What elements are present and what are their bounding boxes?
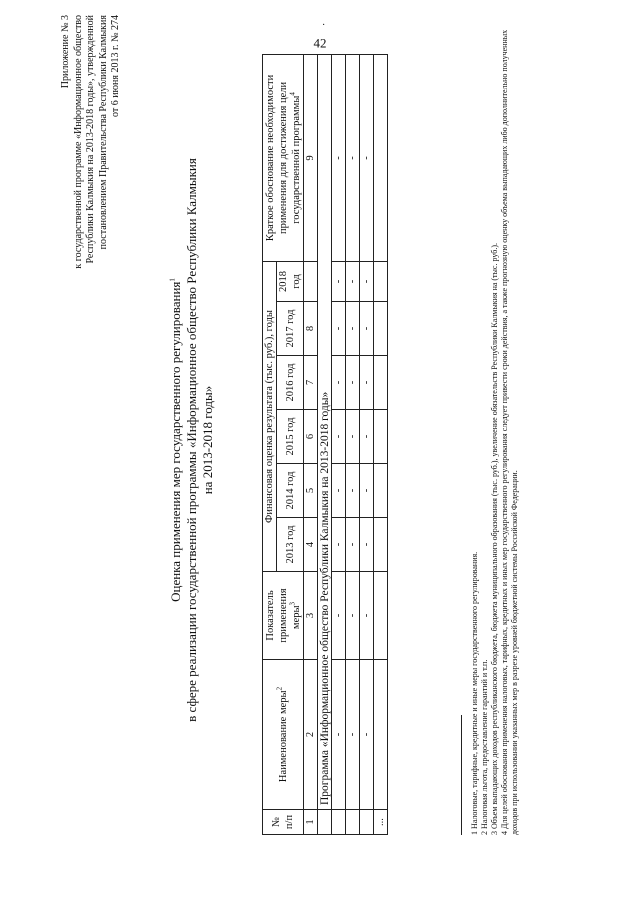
footnote-2: 2 Налоговая льгота, предоставление гарантий и т.п. xyxy=(480,659,489,835)
regulation-table xyxy=(262,54,388,835)
table-cell: - xyxy=(332,261,346,301)
appendix-line: к государственной программе «Информационное общество xyxy=(72,15,84,269)
column-number-row xyxy=(304,54,318,834)
title-line-2: в сфере реализации государственной программы «Информационное общество Республики Калмыкия xyxy=(184,158,199,722)
program-num xyxy=(318,810,332,835)
table-cell: - xyxy=(360,261,374,301)
table-cell xyxy=(374,572,388,660)
col-num: 1 xyxy=(304,810,318,835)
table-cell: - xyxy=(360,464,374,518)
table-cell: - xyxy=(332,572,346,660)
table-row xyxy=(332,54,346,834)
text-fragment: 2 xyxy=(275,686,283,691)
appendix-line: Приложение № 3 xyxy=(60,15,71,89)
table-cell xyxy=(374,518,388,572)
footnotes xyxy=(461,15,520,835)
text-fragment: 3 xyxy=(288,601,296,606)
header-year: 2013 год xyxy=(277,518,304,572)
table-cell xyxy=(374,410,388,464)
table-cell xyxy=(332,810,346,835)
table-cell xyxy=(346,810,360,835)
footnote-divider xyxy=(461,715,462,835)
table-cell: - xyxy=(332,302,346,356)
table-cell: - xyxy=(346,261,360,301)
header-num: № п/п xyxy=(263,810,304,835)
table-cell: - xyxy=(346,660,360,810)
table-cell: - xyxy=(360,302,374,356)
table-cell: - xyxy=(346,410,360,464)
document-title xyxy=(168,125,216,755)
program-row xyxy=(318,54,332,834)
header-year: 2018 год xyxy=(277,261,304,301)
text-fragment: 4 xyxy=(288,92,296,96)
col-num: 8 xyxy=(304,302,318,356)
appendix-line: от 6 июня 2013 г. № 274 xyxy=(110,15,121,118)
table-cell xyxy=(360,810,374,835)
footnote-4: 4 Для целей обоснования применения налоговых, тарифных, кредитных и иных мер государственного регулирования следует привести сроки действия, а также прогнозную оценку объема выпадающих либо дополнительно полученных доходов при использовании указанных мер в разрезе уровней бюджетной системы Российской Федерации. xyxy=(500,29,519,835)
header-financial: Финансовая оценка результата (тыс. руб.), годы xyxy=(263,261,277,571)
text-fragment: Наименование меры xyxy=(277,690,289,783)
table-cell: - xyxy=(360,572,374,660)
table-cell: - xyxy=(346,572,360,660)
table-cell: - xyxy=(332,518,346,572)
title-line-1: Оценка применения мер государственного регулирования xyxy=(168,281,183,602)
table-cell: - xyxy=(360,54,374,261)
table-cell xyxy=(374,302,388,356)
table-cell: - xyxy=(332,660,346,810)
table-row xyxy=(374,54,388,834)
appendix-block xyxy=(60,15,123,315)
header-year: 2015 год xyxy=(277,410,304,464)
footnote-3: 3 Объем выпадающих доходов республиканского бюджета, бюджета муниципального образования (тыс. руб.), увеличение обязательств Республики Калмыкия на (тыс. руб.). xyxy=(490,242,499,835)
table-cell xyxy=(374,660,388,810)
scan-dot: · xyxy=(322,20,326,31)
table-cell xyxy=(374,261,388,301)
footnote-1: 1 Налоговые, тарифные, кредитные и иные меры государственного регулирования. xyxy=(470,551,479,835)
table-cell: - xyxy=(332,410,346,464)
table-cell: - xyxy=(346,54,360,261)
table-cell: - xyxy=(346,464,360,518)
table-cell: - xyxy=(360,410,374,464)
table-cell: - xyxy=(332,54,346,261)
page-number: 42 xyxy=(313,35,327,51)
table-cell: - xyxy=(346,302,360,356)
table-cell xyxy=(374,464,388,518)
text-fragment: Краткое обоснование необходимости применения для достижения цели государственной программы xyxy=(264,74,302,242)
col-num: 3 xyxy=(304,572,318,660)
table-row xyxy=(346,54,360,834)
table-cell: - xyxy=(346,518,360,572)
col-num xyxy=(304,261,318,301)
table-cell: - xyxy=(360,356,374,410)
col-num: 6 xyxy=(304,410,318,464)
header-year: 2014 год xyxy=(277,464,304,518)
table-cell: - xyxy=(332,356,346,410)
table-row xyxy=(360,54,374,834)
col-num: 5 xyxy=(304,464,318,518)
title-line-3: на 2013-2018 годы» xyxy=(200,385,215,495)
header-year: 2016 год xyxy=(277,356,304,410)
table-cell: - xyxy=(346,356,360,410)
header-row xyxy=(263,54,277,834)
col-num: 4 xyxy=(304,518,318,572)
table-cell: - xyxy=(360,518,374,572)
header-justification xyxy=(263,54,304,261)
header-name xyxy=(263,660,304,810)
appendix-line: Республики Калмыкия на 2013-2018 годы», утвержденной xyxy=(85,15,96,264)
col-num: 2 xyxy=(304,660,318,810)
col-num: 9 xyxy=(304,54,318,261)
table-cell xyxy=(374,356,388,410)
table-cell: ... xyxy=(374,810,388,835)
col-num: 7 xyxy=(304,356,318,410)
table-cell xyxy=(374,54,388,261)
appendix-line: постановлением Правительства Республики Калмыкия xyxy=(97,15,109,250)
title-footnote-ref: 1 xyxy=(168,278,177,282)
header-indicator xyxy=(263,572,304,660)
table-cell: - xyxy=(332,464,346,518)
table-cell: - xyxy=(360,660,374,810)
text-fragment: Показатель применения меры xyxy=(264,588,302,643)
program-title: Программа «Информационное общество Республики Калмыкия на 2013-2018 годы» xyxy=(318,54,332,809)
header-year: 2017 год xyxy=(277,302,304,356)
